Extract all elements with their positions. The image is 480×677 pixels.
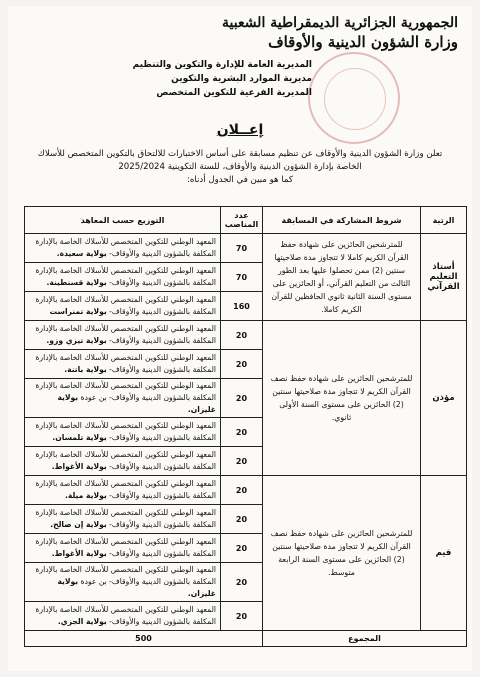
count-cell: 20 xyxy=(221,602,263,631)
header-count: عدد المناصب xyxy=(221,207,263,234)
institute-cell xyxy=(25,505,221,534)
institute-text: المعهد الوطني للتكوين المتخصص للأسلاك الخاصة بالإدارة المكلفة بالشؤون الدينية والأوقاف- xyxy=(35,353,216,374)
institute-text: المعهد الوطني للتكوين المتخصص للأسلاك الخاصة بالإدارة المكلفة بالشؤون الدينية والأوقاف- xyxy=(35,324,216,345)
rank-cell: قيم xyxy=(421,476,467,631)
total-value: 500 xyxy=(25,631,263,647)
count-cell: 70 xyxy=(221,263,263,292)
header-rank: الرتبة xyxy=(421,207,467,234)
institute-cell xyxy=(25,563,221,602)
institute-place: بولاية تلمسان. xyxy=(52,433,107,442)
institute-place: بولاية باتنة. xyxy=(64,365,107,374)
count-cell: 20 xyxy=(221,418,263,447)
institute-cell xyxy=(25,534,221,563)
positions-table xyxy=(24,206,467,647)
institute-text: المعهد الوطني للتكوين المتخصص للأسلاك الخاصة بالإدارة المكلفة بالشؤون الدينية والأوقاف- xyxy=(35,605,216,626)
institute-cell xyxy=(25,321,221,350)
institute-text: المعهد الوطني للتكوين المتخصص للأسلاك الخاصة بالإدارة المكلفة بالشؤون الدينية والأوقاف- xyxy=(35,479,216,500)
institute-cell xyxy=(25,350,221,379)
count-cell: 20 xyxy=(221,447,263,476)
institute-text: المعهد الوطني للتكوين المتخصص للأسلاك الخاصة بالإدارة المكلفة بالشؤون الدينية والأوقاف- xyxy=(35,266,216,287)
institute-cell xyxy=(25,292,221,321)
institute-place: بولاية غليزان. xyxy=(57,577,216,598)
rank-cell: أستاذ التعليم القرآني xyxy=(421,234,467,321)
table-row xyxy=(25,476,467,505)
intro-line: تعلن وزارة الشؤون الدينية والأوقاف عن تنظيم مسابقة على أساس الاختبارات للالتحاق بالتكوين المتخصص للأسلاك xyxy=(37,149,443,159)
institute-place: بولاية إن صالح. xyxy=(50,520,107,529)
table-header-row xyxy=(25,207,467,234)
count-cell: 20 xyxy=(221,505,263,534)
rank-cell: مؤذن xyxy=(421,321,467,476)
institute-cell xyxy=(25,263,221,292)
institute-text: المعهد الوطني للتكوين المتخصص للأسلاك الخاصة بالإدارة المكلفة بالشؤون الدينية والأوقاف- xyxy=(35,295,216,316)
count-cell: 20 xyxy=(221,534,263,563)
count-cell: 20 xyxy=(221,321,263,350)
directorate-line: المديرية الفرعية للتكوين المتخصص xyxy=(156,88,312,98)
institute-cell xyxy=(25,234,221,263)
intro-line: كما هو مبين في الجدول أدناه: xyxy=(187,175,293,185)
total-label: المجموع xyxy=(263,631,467,647)
header-distribution: التوزيع حسب المعاهد xyxy=(25,207,221,234)
institute-cell xyxy=(25,447,221,476)
count-cell: 70 xyxy=(221,234,263,263)
institute-place: بولاية تمنراست xyxy=(49,307,107,316)
conditions-cell: للمترشحين الحائزين على شهادة حفظ نصف القرآن الكريم لا تتجاوز مدة صلاحيتها سنتين (2) الحائزين على مستوى السنة الأولى ثانوي. xyxy=(263,321,421,476)
institute-place: بولاية سعيدة. xyxy=(56,249,107,258)
institute-text: المعهد الوطني للتكوين المتخصص للأسلاك الخاصة بالإدارة المكلفة بالشؤون الدينية والأوقاف- xyxy=(35,421,216,442)
table-row xyxy=(25,234,467,263)
conditions-cell: للمترشحين الحائزين على شهادة حفظ القرآن الكريم كاملا لا تتجاوز مدة صلاحيتها سنتين (2) ممن تحصلوا عليها بعد الطور الثالث من التعليم القرآني، أو الحائزين على مستوى السنة الثانية ثانوي الحافظين للقرآن الكريم كاملا. xyxy=(263,234,421,321)
count-cell: 160 xyxy=(221,292,263,321)
institute-cell xyxy=(25,418,221,447)
directorates-block xyxy=(122,58,312,100)
institute-cell xyxy=(25,476,221,505)
institute-text: المعهد الوطني للتكوين المتخصص للأسلاك الخاصة بالإدارة المكلفة بالشؤون الدينية والأوقاف- xyxy=(35,237,216,258)
institute-place: بولاية الأغواط. xyxy=(51,462,107,471)
ministry-name: وزارة الشؤون الدينية والأوقاف xyxy=(268,33,458,51)
institute-place: بولاية تيزي وزو. xyxy=(46,336,107,345)
announcement-intro xyxy=(26,148,454,187)
institute-text: المعهد الوطني للتكوين المتخصص للأسلاك الخاصة بالإدارة المكلفة بالشؤون الدينية والأوقاف- xyxy=(35,508,216,529)
header-conditions: شروط المشاركة في المسابقة xyxy=(263,207,421,234)
header-block xyxy=(188,14,458,52)
institute-text: المعهد الوطني للتكوين المتخصص للأسلاك الخاصة بالإدارة المكلفة بالشؤون الدينية والأوقاف- xyxy=(35,450,216,471)
count-cell: 20 xyxy=(221,563,263,602)
institute-text: المعهد الوطني للتكوين المتخصص للأسلاك الخاصة بالإدارة المكلفة بالشؤون الدينية والأوقاف- بن عودة xyxy=(35,381,216,402)
institute-cell xyxy=(25,602,221,631)
total-row xyxy=(25,631,467,647)
directorate-line: المديرية العامة للإدارة والتكوين والتنظيم xyxy=(132,60,312,70)
institute-place: بولاية ميلة. xyxy=(64,491,107,500)
conditions-cell: للمترشحين الحائزين على شهادة حفظ نصف القرآن الكريم لا تتجاوز مدة صلاحيتها سنتين (2) الحائزين على مستوى السنة الرابعة متوسط. xyxy=(263,476,421,631)
count-cell: 20 xyxy=(221,379,263,418)
institute-place: بولاية قسنطينة. xyxy=(46,278,107,287)
table-row xyxy=(25,321,467,350)
institute-text: المعهد الوطني للتكوين المتخصص للأسلاك الخاصة بالإدارة المكلفة بالشؤون الدينية والأوقاف- بن عودة xyxy=(35,565,216,586)
institute-place: بولاية غليزان. xyxy=(57,393,216,414)
count-cell: 20 xyxy=(221,476,263,505)
announcement-page xyxy=(8,6,472,671)
directorate-line: مديرية الموارد البشرية والتكوين xyxy=(171,74,312,84)
count-cell: 20 xyxy=(221,350,263,379)
institute-cell xyxy=(25,379,221,418)
intro-line: الخاصة بإدارة الشؤون الدينية والأوقاف، للسنة التكوينية 2025/2024 xyxy=(118,162,362,172)
institute-text: المعهد الوطني للتكوين المتخصص للأسلاك الخاصة بالإدارة المكلفة بالشؤون الدينية والأوقاف- xyxy=(35,537,216,558)
institute-place: بولاية الأغواط. xyxy=(51,549,107,558)
republic-name: الجمهورية الجزائرية الديمقراطية الشعبية xyxy=(221,15,458,31)
institute-place: بولاية الجزي. xyxy=(57,617,107,626)
announcement-title: إعــلان xyxy=(216,122,264,138)
